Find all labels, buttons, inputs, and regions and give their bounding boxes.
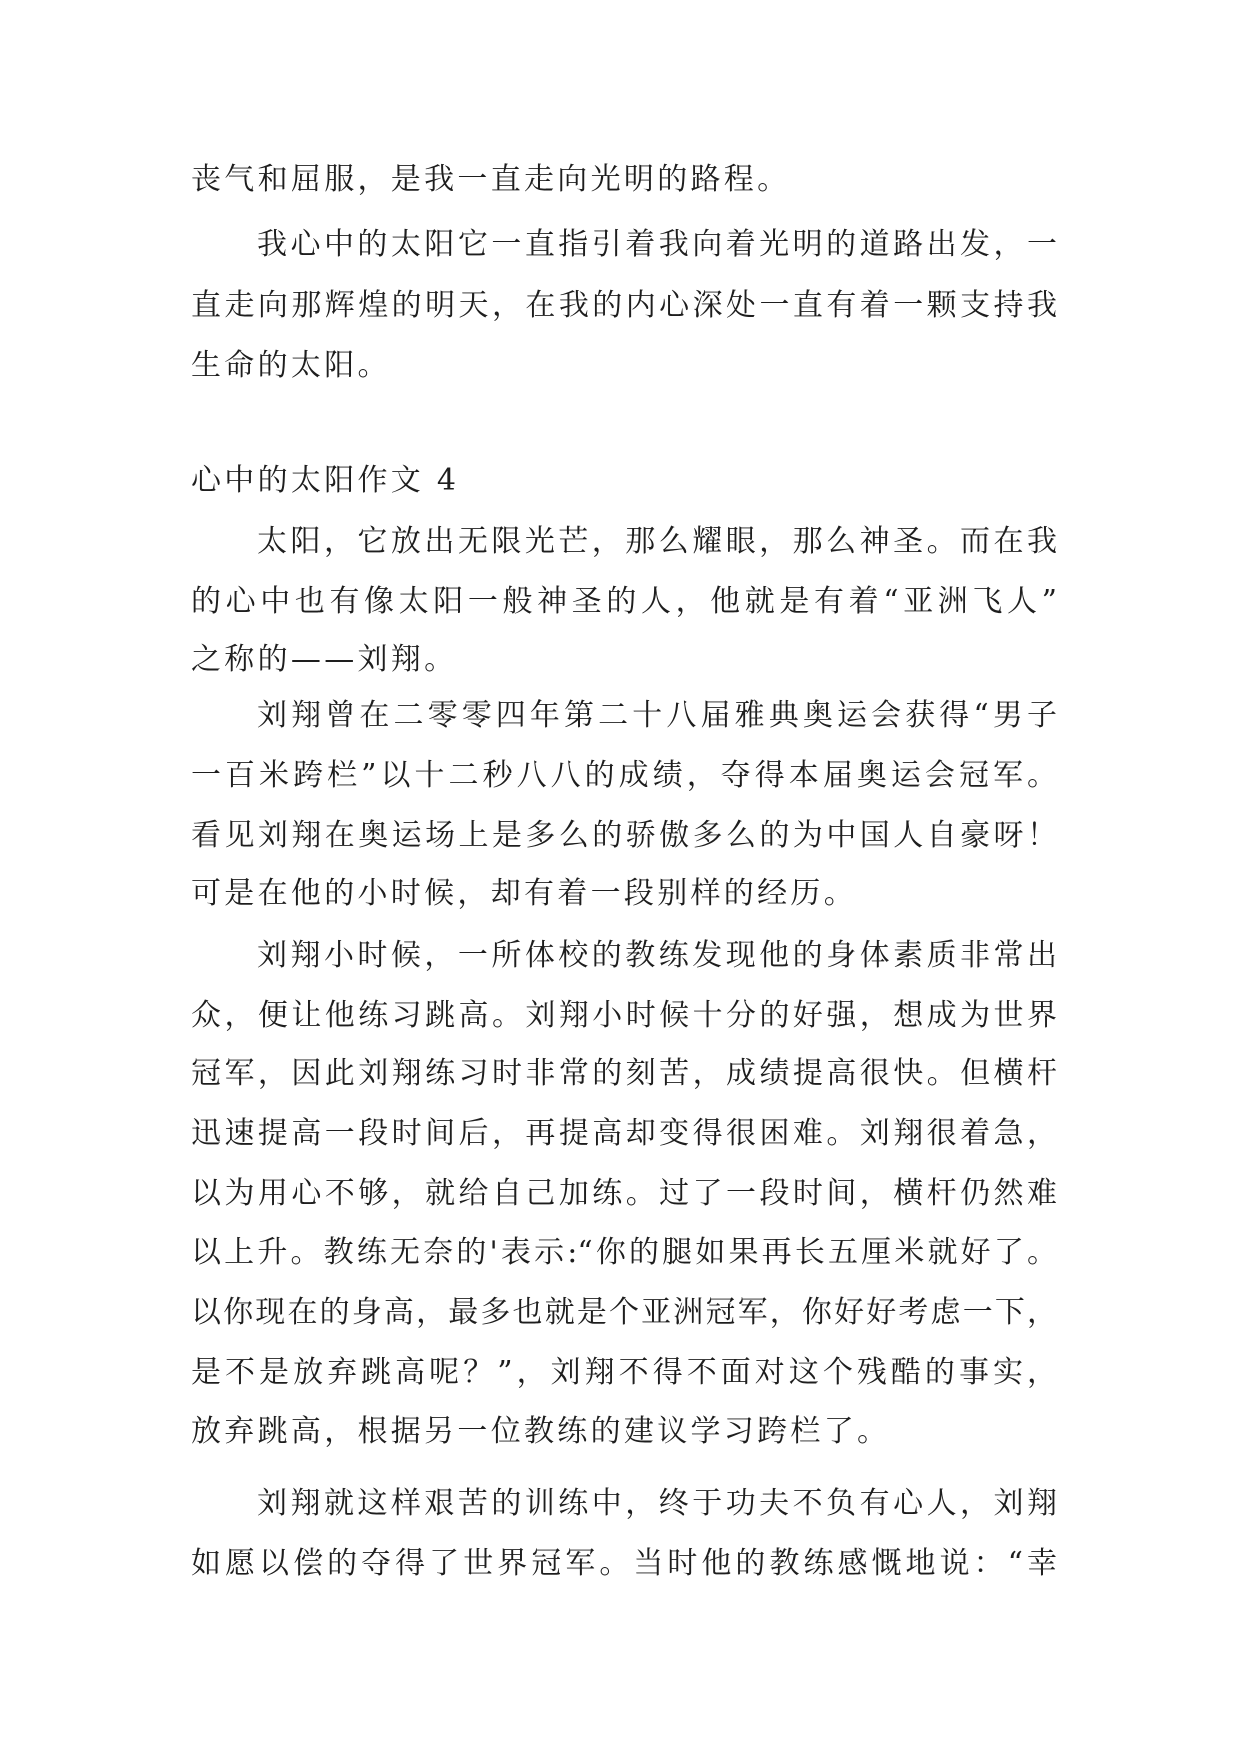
text-line: 刘翔曾在二零零四年第二十八届雅典奥运会获得“男子 xyxy=(257,698,1057,733)
text-line: 之称的——刘翔。 xyxy=(191,642,458,677)
text-line: 一百米跨栏”以十二秒八八的成绩，夺得本届奥运会冠军。 xyxy=(191,758,1057,793)
text-line: 以为用心不够，就给自己加练。过了一段时间，横杆仍然难 xyxy=(191,1176,1057,1211)
text-line: 是不是放弃跳高呢？”，刘翔不得不面对这个残酷的事实， xyxy=(191,1355,1057,1390)
text-line: 迅速提高一段时间后，再提高却变得很困难。刘翔很着急， xyxy=(191,1116,1057,1151)
text-line: 放弃跳高，根据另一位教练的建议学习跨栏了。 xyxy=(191,1414,891,1449)
text-line: 太阳，它放出无限光芒，那么耀眼，那么神圣。而在我 xyxy=(257,524,1057,559)
text-line: 刘翔就这样艰苦的训练中，终于功夫不负有心人，刘翔 xyxy=(257,1486,1057,1521)
text-line: 的心中也有像太阳一般神圣的人，他就是有着“亚洲飞人” xyxy=(191,584,1057,619)
text-line: 以你现在的身高，最多也就是个亚洲冠军，你好好考虑一下， xyxy=(191,1295,1057,1330)
text-line: 可是在他的小时候，却有着一段别样的经历。 xyxy=(191,876,857,911)
text-line: 生命的太阳。 xyxy=(191,348,391,383)
text-line: 我心中的太阳它一直指引着我向着光明的道路出发，一 xyxy=(257,227,1057,262)
text-line: 以上升。教练无奈的'表示:“你的腿如果再长五厘米就好了。 xyxy=(191,1235,1057,1270)
text-line: 众，便让他练习跳高。刘翔小时候十分的好强，想成为世界 xyxy=(191,998,1057,1033)
text-line: 冠军，因此刘翔练习时非常的刻苦，成绩提高很快。但横杆 xyxy=(191,1056,1057,1091)
text-line: 刘翔小时候，一所体校的教练发现他的身体素质非常出 xyxy=(257,938,1057,973)
section-heading: 心中的太阳作文 4 xyxy=(191,463,460,498)
text-line: 看见刘翔在奥运场上是多么的骄傲多么的为中国人自豪呀！ xyxy=(191,818,1057,853)
text-line: 如愿以偿的夺得了世界冠军。当时他的教练感慨地说：“幸 xyxy=(191,1546,1057,1581)
text-line: 直走向那辉煌的明天，在我的内心深处一直有着一颗支持我 xyxy=(191,288,1057,323)
text-line: 丧气和屈服，是我一直走向光明的路程。 xyxy=(191,162,791,197)
